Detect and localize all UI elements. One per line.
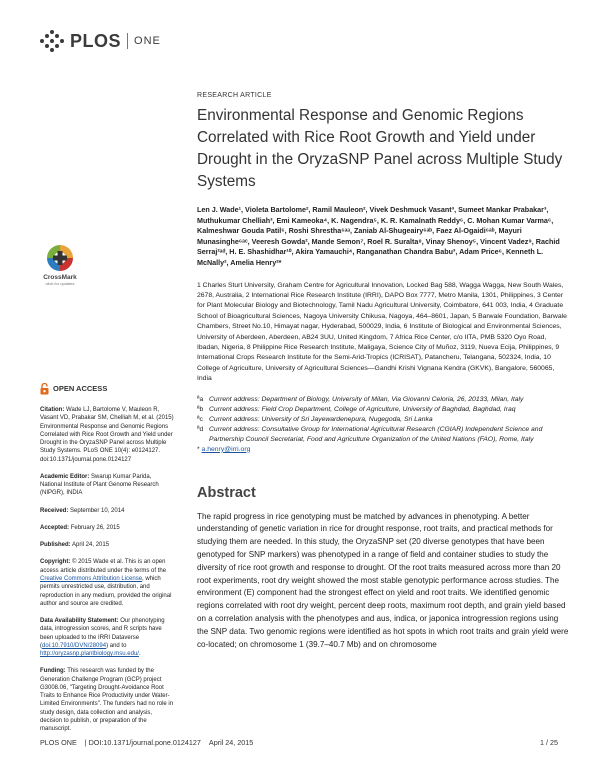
- author-list: Len J. Wade¹, Violeta Bartolome², Ramil Mauleon², Vivek Deshmuck Vasant³, Sumeet Mankar Prabakar³, Muthukumar Chelliah³, Emi Kameoka⁴, K. Nagendra⁵, K. R. Kamalnath Reddy⁶, C. Mohan Kumar Varma⁶, Kalmeshwar Gouda Patil⁶, Roshi Shrestha⁶ᵃᵃ, Zaniab Al-Shugeairy⁶ᵃᵇ, Faez Al-Ogaidi⁶ᵃᵇ, Mayuri Munasinghe⁶ᵃᶜ, Veeresh Gowda², Mande Semon⁷, Roel R. Suralta⁸, Vinay Shenoy⁵, Vincent Vadez⁹, Rachid Serraj²ᵃᵈ, H. E. Shashidhar¹⁰, Akira Yamauchi⁴, Ranganathan Chandra Babu³, Adam Price⁶, Kenneth L. McNally², Amelia Henry²*: [197, 205, 560, 267]
- corresponding-mark: *: [197, 445, 200, 453]
- accepted-date: February 26, 2015: [70, 524, 120, 531]
- funding-block: [40, 667, 175, 733]
- funding-label: Funding:: [40, 668, 66, 675]
- accepted-label: Accepted:: [40, 524, 70, 531]
- open-access-badge: [40, 383, 175, 395]
- abstract-heading: Abstract: [197, 484, 256, 501]
- published-date: April 24, 2015: [72, 542, 110, 549]
- article-title: Environmental Response and Genomic Regions Correlated with Rice Root Growth and Yield under Drought in the OryzaSNP Panel across Multiple Study Systems: [197, 107, 563, 190]
- citation-label: Citation:: [40, 407, 65, 413]
- open-access-label: OPEN ACCESS: [53, 383, 108, 393]
- received-date: September 10, 2014: [70, 507, 125, 514]
- corresponding-email-link[interactable]: a.henry@irri.org: [201, 445, 251, 453]
- open-lock-icon: [40, 383, 49, 395]
- copyright-block: [40, 558, 175, 608]
- crossmark-sub: click for updates: [45, 281, 75, 286]
- page-footer: [40, 738, 558, 747]
- data-availability-label: Data Availability Statement:: [40, 618, 119, 625]
- affiliations: 1 Charles Sturt University, Graham Centre for Agricultural Innovation, Locked Bag 588, Wagga Wagga, New South Wales, 2678, Australia, 2 International Rice Research Institute (IRRI), DAPO Box 7777, Metro Manila, 1301, Philippines, 3 Center for Plant Molecular Biology and Biotechnology, Tamil Nadu Agricultural University, Coimbatore, 641 003, India, 4 Graduate School of Bioagricultural Sciences, Nagoya University Chikusa, Nagoya, 464–8601, Japan, 5 Barwale Foundation, Barwale Chambers, Street No.10, Himayat nagar, Hyderabad, 500029, India, 6 Institute of Biological and Environmental Sciences, University of Aberdeen, Aberdeen, AB24 3UU, United Kingdom, 7 Africa Rice Center, c/o IITA, PMB 5320 Oyo Road, Ibadan, Nigeria, 8 Philippine Rice Research Institute, Maligaya, Science City of Muñoz, 3119, Nueva Ecija, Philippines, 9 International Crops Research Institute for the Semi-Arid-Tropics (ICRISAT), Patancheru, Telangana, 502324, India, 10 College of Agriculture, University of Agricultural Sciences—Gandhi Krishi Vignana Kendra (GKVK), Bangalore, 560065, India: [197, 281, 567, 383]
- received-label: Received:: [40, 507, 69, 514]
- copyright-text: © 2015 Wade et al. This is an open access article distributed under the terms of the: [40, 559, 167, 574]
- editor-text: Swarup Kumar Parida, National Institute of Plant Genome Research (NIPGR), INDIA: [40, 473, 159, 497]
- plos-logo[interactable]: [40, 30, 161, 52]
- cc-license-link[interactable]: Creative Commons Attribution License: [40, 575, 143, 582]
- data-availability-mid: ) and to: [106, 642, 127, 649]
- data-availability-end: .: [138, 651, 141, 658]
- address-text: Current address: Field Crop Department, College of Agriculture, University of Baghdad, Baghdad, Iraq: [209, 405, 516, 413]
- address-tag: ªb: [197, 405, 204, 413]
- article-type: RESEARCH ARTICLE: [197, 92, 272, 99]
- citation-text: Wade LJ, Bartolome V, Mauleon R, Vasant VD, Prabakar SM, Chelliah M, et al. (2015) Environmental Response and Genomic Regions Correlated with Rice Root Growth and Yield under Drought in the OryzaSNP Panel across Multiple Study Systems. PLoS ONE 10(4): e0124127. doi:10.1371/journal.pone.0124127: [40, 407, 174, 463]
- accepted-block: [40, 524, 175, 532]
- received-block: [40, 507, 175, 515]
- article-main: [197, 92, 569, 651]
- plos-dots-icon: [40, 30, 66, 52]
- editor-label: Academic Editor:: [40, 473, 90, 480]
- address-text: Current address: Department of Biology, University of Milan, Via Giovanni Celoria, 26, 20133, Milan, Italy: [209, 395, 524, 403]
- logo-text: PLOS: [70, 30, 122, 51]
- footer-journal: PLOS ONE: [40, 738, 77, 747]
- current-address-c: [197, 415, 569, 425]
- corresponding-author: [197, 446, 569, 453]
- logo-sub: ONE: [134, 35, 161, 47]
- copyright-label: Copyright:: [40, 559, 71, 566]
- footer-date: April 24, 2015: [208, 738, 254, 747]
- logo-divider: [127, 33, 128, 49]
- crossmark-badge[interactable]: [42, 243, 78, 286]
- footer-doi: | DOI:10.1371/journal.pone.0124127: [84, 738, 201, 747]
- page-number: 1 / 25: [540, 738, 558, 747]
- abstract-text: The rapid progress in rice genotyping must be matched by advances in phenotyping. A better understanding of genetic variation in rice for drought response, root traits, and practical methods for studying them are needed. In this study, the OryzaSNP set (20 diverse genotypes that have been genotyped for SNP markers) was phenotyped in a range of field and container studies to study the diversity of rice root growth and response to drought. Of the root traits measured across more than 20 root experiments, root dry weight showed the most stable genotypic performance across studies. The environment (E) component had the strongest effect on yield and root traits. We identified genomic regions correlated with root dry weight, percent deep roots, maximum root depth, and grain yield based on a correlation analysis with the phenotypes and aus, indica, or japonica introgression regions using the SNP data. Two genomic regions were identified as hot spots in which root traits and grain yield were co-located; on chromosome 1 (39.7–40.7 Mb) and on chromosome: [197, 511, 569, 649]
- article-info-sidebar: [40, 383, 175, 743]
- oryzasnp-link[interactable]: http://oryzasnp.plantbiology.msu.edu/: [40, 651, 139, 658]
- funding-text: This research was funded by the Generation Challenge Program (GCP) project G3008.06, "Targeting Drought-Avoidance Root Traits to Enhance Rice Productivity under Water-Limited Environments". The funders had no role in study design, data collection and analysis, decision to publish, or preparation of the manuscript.: [40, 668, 174, 733]
- address-tag: ªc: [197, 415, 203, 423]
- current-address-d: [197, 425, 569, 445]
- address-text: Current address: Consultative Group for International Agricultural Research (CGIAR) Independent Science and Partnership Council Secretariat, Food and Agriculture Organization of the United Nations (FAO), Rome, Italy: [209, 425, 543, 443]
- copyright-text-rest: , which permits unrestricted use, distribution, and reproduction in any medium, provided the original author and source are credited.: [40, 575, 172, 607]
- dataverse-doi-link[interactable]: doi:10.7910/DVN/28094: [42, 642, 107, 649]
- crossmark-label: CrossMark: [43, 274, 77, 281]
- data-availability-text: Our phenotyping data, introgression scores, and R scripts have been uploaded to the IRRI Dataverse (: [40, 618, 165, 649]
- current-address-a: [197, 395, 569, 405]
- address-tag: ªa: [197, 395, 204, 403]
- published-block: [40, 541, 175, 549]
- address-text: Current address: University of Sri Jayewardenepura, Nugegoda, Sri Lanka: [209, 415, 433, 423]
- data-availability-block: [40, 617, 175, 658]
- editor-block: [40, 473, 175, 498]
- current-addresses: [197, 395, 569, 445]
- crossmark-icon: [45, 243, 75, 273]
- address-tag: ªd: [197, 425, 204, 433]
- current-address-b: [197, 405, 569, 415]
- published-label: Published:: [40, 542, 71, 549]
- citation-block: [40, 406, 175, 464]
